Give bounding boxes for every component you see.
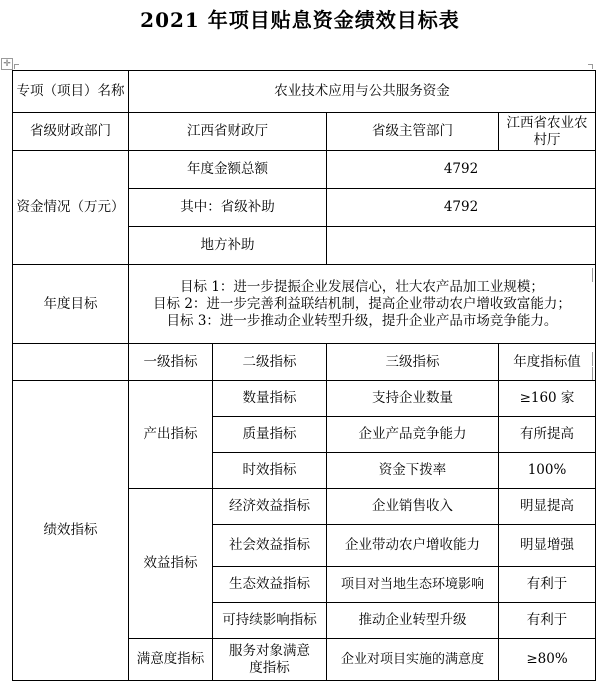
performance-indicators-label: 绩效指标 (13, 381, 129, 681)
move-cross-icon[interactable]: ✛ (1, 58, 13, 70)
indicator-value: 有利于 (499, 567, 596, 603)
indicator-level3: 企业产品竞争能力 (327, 417, 499, 453)
table-corner-mark-left (14, 64, 19, 69)
indicator-level2: 生态效益指标 (213, 567, 327, 603)
header-value: 年度指标值 (499, 344, 596, 381)
indicator-level2: 服务对象满意度指标 (213, 639, 327, 681)
annual-goals-label: 年度目标 (13, 265, 129, 344)
indicator-level2: 社会效益指标 (213, 525, 327, 567)
indicator-value: 有利于 (499, 603, 596, 639)
indicator-level2: 可持续影响指标 (213, 603, 327, 639)
indicator-level2: 经济效益指标 (213, 489, 327, 525)
indicator-value: 明显提高 (499, 489, 596, 525)
indicator-level3: 项目对当地生态环境影响 (327, 567, 499, 603)
page-title: 2021 年项目贴息资金绩效目标表 (140, 8, 460, 32)
benefit-indicators-label: 效益指标 (129, 489, 213, 639)
header-empty-cell (13, 344, 129, 381)
indicator-level2: 时效指标 (213, 453, 327, 489)
competent-department-value: 江西省农业农村厅 (499, 113, 596, 151)
output-indicators-label: 产出指标 (129, 381, 213, 489)
indicator-level3: 支持企业数量 (327, 381, 499, 417)
goal-line: 目标 1：进一步提振企业发展信心，壮大农产品加工业规模； (180, 278, 544, 295)
project-name-label: 专项（项目）名称 (13, 71, 129, 113)
indicator-value: ≥80% (499, 639, 596, 681)
indicator-level3: 企业带动农户增收能力 (327, 525, 499, 567)
finance-department-value: 江西省财政厅 (129, 113, 327, 151)
funds-row-label: 其中：省级补助 (129, 189, 327, 227)
header-level3: 三级指标 (327, 344, 499, 381)
funds-row-label: 地方补助 (129, 227, 327, 265)
annual-goals-text (129, 265, 596, 344)
competent-department-label: 省级主管部门 (327, 113, 499, 151)
funds-row-value: 4792 (327, 151, 596, 189)
satisfaction-indicators-label: 满意度指标 (129, 639, 213, 681)
header-level2: 二级指标 (213, 344, 327, 381)
funds-row-value (327, 227, 596, 265)
performance-goal-table (12, 70, 596, 681)
goal-line: 目标 3：进一步推动企业转型升级，提升企业产品市场竞争能力。 (166, 312, 558, 329)
funds-label: 资金情况（万元） (13, 151, 129, 265)
indicator-level3: 推动企业转型升级 (327, 603, 499, 639)
funds-row-label: 年度金额总额 (129, 151, 327, 189)
indicator-value: 100% (499, 453, 596, 489)
project-name-value: 农业技术应用与公共服务资金 (129, 71, 596, 113)
header-level1: 一级指标 (129, 344, 213, 381)
goal-line: 目标 2：进一步完善利益联结机制，提高企业带动农户增收致富能力； (153, 295, 571, 312)
funds-row-value: 4792 (327, 189, 596, 227)
indicator-level2: 质量指标 (213, 417, 327, 453)
indicator-value: ≥160 家 (499, 381, 596, 417)
finance-department-label: 省级财政部门 (13, 113, 129, 151)
indicator-value: 明显增强 (499, 525, 596, 567)
indicator-level2: 数量指标 (213, 381, 327, 417)
indicator-value: 有所提高 (499, 417, 596, 453)
indicator-level3: 资金下拨率 (327, 453, 499, 489)
indicator-level3: 企业销售收入 (327, 489, 499, 525)
table-corner-mark-right (588, 64, 593, 69)
indicator-level3: 企业对项目实施的满意度 (327, 639, 499, 681)
